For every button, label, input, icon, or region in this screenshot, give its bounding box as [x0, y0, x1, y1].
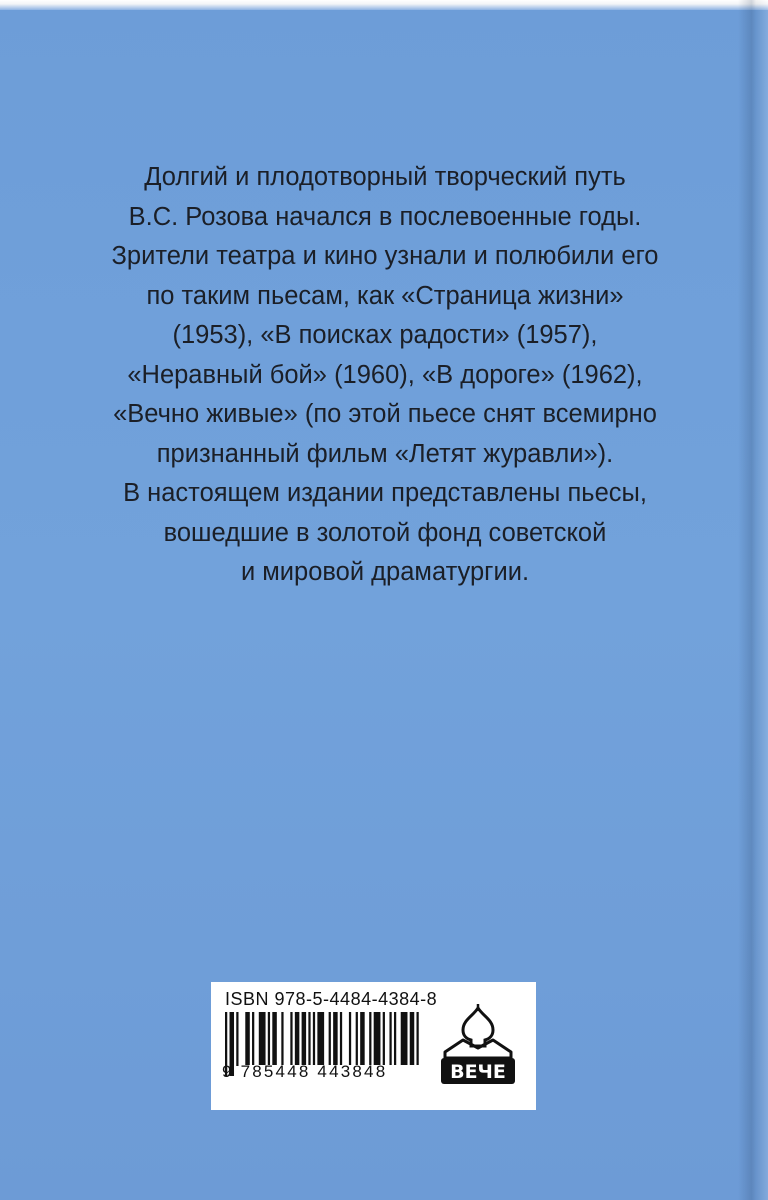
barcode-bar: [313, 1012, 315, 1066]
cover-spine-edge: [738, 0, 768, 1200]
blurb-line: и мировой драматургии.: [240, 558, 530, 586]
barcode-bar: [290, 1012, 292, 1066]
barcode-bar: [295, 1012, 300, 1066]
barcode-bar: [374, 1012, 381, 1066]
blurb-line: В.С. Розова начался в послевоенные годы.: [128, 202, 642, 231]
publisher-logo-text: ВЕЧЕ: [450, 1061, 506, 1083]
isbn-number: ISBN 978-5-4484-4384-8: [225, 989, 438, 1009]
barcode-bar: [383, 1012, 385, 1066]
blurb-line: Зрители театра и кино узнали и полюбили его: [111, 242, 659, 270]
barcode-bar: [389, 1012, 391, 1066]
barcode-bar: [394, 1012, 396, 1066]
barcode-bar: [245, 1012, 250, 1066]
barcode-bar: [410, 1012, 415, 1066]
barcode-bar: [360, 1012, 365, 1066]
barcode-bar: [236, 1012, 238, 1066]
barcode-bar: [252, 1012, 254, 1066]
book-blurb: [60, 158, 710, 593]
blurb-line: Долгий и плодотворный творческий путь: [144, 163, 626, 191]
cover-top-edge: [0, 0, 768, 10]
barcode-bar: [349, 1012, 351, 1066]
blurb-line: признанный фильм «Летят журавли»).: [156, 439, 614, 468]
barcode-bar: [302, 1012, 307, 1066]
blurb-line: (1953), «В поисках радости» (1957),: [172, 321, 598, 349]
blurb-line: вошедшие в золотой фонд советской: [163, 518, 607, 547]
barcode-bar: [268, 1012, 270, 1066]
barcode-bar: [401, 1012, 408, 1066]
barcode-bar: [356, 1012, 358, 1066]
barcode-bar: [259, 1012, 266, 1066]
veche-publisher-logo: [433, 1004, 523, 1094]
blurb-line: В настоящем издании представлены пьесы,: [123, 479, 647, 507]
barcode-bar: [272, 1012, 277, 1066]
barcode-digits: 9 785448 443848: [222, 1062, 388, 1081]
barcode-bar: [333, 1012, 338, 1066]
barcode-bar: [369, 1012, 371, 1066]
blurb-line: по таким пьесам, как «Страница жизни»: [146, 281, 624, 310]
barcode-bar: [281, 1012, 283, 1066]
isbn-barcode-panel: [211, 982, 536, 1110]
blurb-line: «Неравный бой» (1960), «В дороге» (1962),: [127, 360, 643, 389]
blurb-line: «Вечно живые» (по этой пьесе снят всемирно: [113, 400, 657, 428]
barcode-bar: [340, 1012, 342, 1066]
barcode-bar: [308, 1012, 310, 1066]
